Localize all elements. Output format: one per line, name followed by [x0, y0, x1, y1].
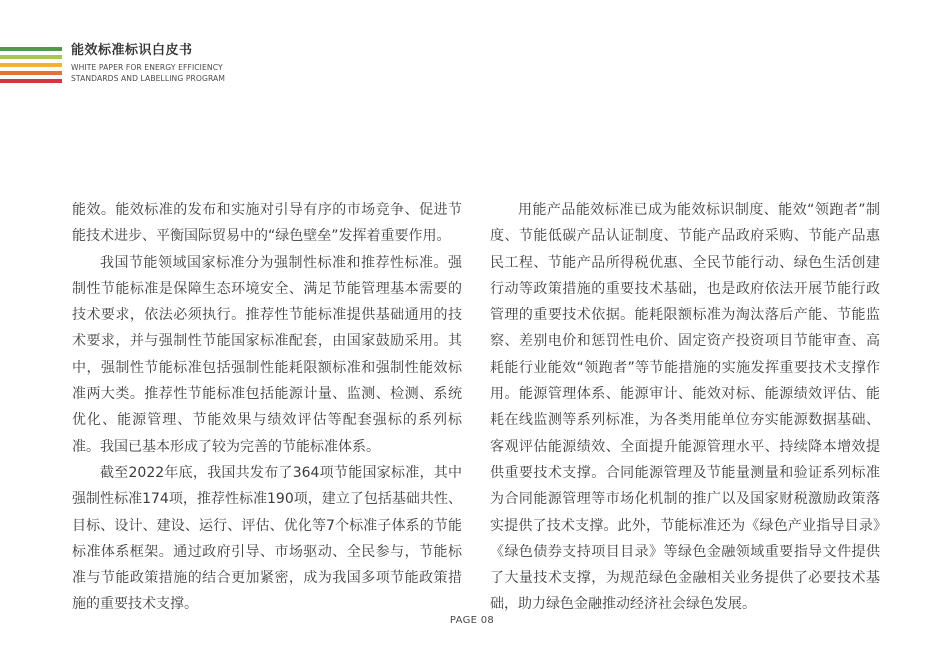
header-title-chinese: 能效标准标识白皮书: [71, 43, 193, 58]
paragraph: 能效。能效标准的发布和实施对引导有序的市场竞争、促进节能技术进步、平衡国际贸易中的“绿色壁垒”发挥着重要作用。: [72, 202, 462, 245]
stripe-green: [0, 47, 62, 51]
stripe-orange: [0, 71, 62, 75]
running-header: [71, 44, 225, 84]
stripe-red: [0, 79, 62, 83]
paragraph: 截至2022年底，我国共发布了364项节能国家标准，其中强制性标准174项，推荐性标准190项，建立了包括基础共性、目标、设计、建设、运行、评估、优化等7个标准子体系的节能标准体系框架。通过政府引导、市场驱动、全民参与，节能标准与节能政策措施的结合更加紧密，成为我国多项节能政策措施的重要技术支撑。: [72, 464, 462, 613]
color-stripes-logo: [0, 47, 62, 85]
header-title-english-line1: WHITE PAPER FOR ENERGY EFFICIENCY: [71, 63, 223, 72]
paragraph: 我国节能领域国家标准分为强制性标准和推荐性标准。强制性节能标准是保障生态环境安全、满足节能管理基本需要的技术要求，依法必须执行。推荐性节能标准提供基础通用的技术要求，并与强制性节能国家标准配套，由国家鼓励采用。其中，强制性节能标准包括强制性能耗限额标准和强制性能效标准两大类。推荐性节能标准包括能源计量、监测、检测、系统优化、能源管理、节能效果与绩效评估等配套强标的系列标准。我国已基本形成了较为完善的节能标准体系。: [72, 254, 462, 455]
right-text-column: [490, 197, 880, 618]
header-title-english-line2: STANDARDS AND LABELLING PROGRAM: [71, 73, 225, 83]
page-number: PAGE 08: [449, 615, 495, 626]
stripe-yellow: [0, 63, 62, 67]
left-text-column: [72, 197, 462, 618]
stripe-lime: [0, 55, 62, 59]
paragraph: 用能产品能效标准已成为能效标识制度、能效“领跑者”制度、节能低碳产品认证制度、节能产品政府采购、节能产品惠民工程、节能产品所得税优惠、全民节能行动、绿色生活创建行动等政策措施的重要技术基础，也是政府依法开展节能行政管理的重要技术依据。能耗限额标准为淘汰落后产能、节能监察、差别电价和惩罚性电价、固定资产投资项目节能审查、高耗能行业能效“领跑者”等节能措施的实施发挥重要技术支撑作用。能源管理体系、能源审计、能效对标、能源绩效评估、能耗在线监测等系列标准，为各类用能单位夯实能源数据基础、客观评估能源绩效、全面提升能源管理水平、持续降本增效提供重要技术支撑。合同能源管理及节能量测量和验证系列标准为合同能源管理等市场化机制的推广以及国家财税激励政策落实提供了技术支撑。此外，节能标准还为《绿色产业指导目录》《绿色债券支持项目目录》等绿色金融领域重要指导文件提供了大量技术支撑，为规范绿色金融相关业务提供了必要技术基础，助力绿色金融推动经济社会绿色发展。: [490, 202, 880, 613]
